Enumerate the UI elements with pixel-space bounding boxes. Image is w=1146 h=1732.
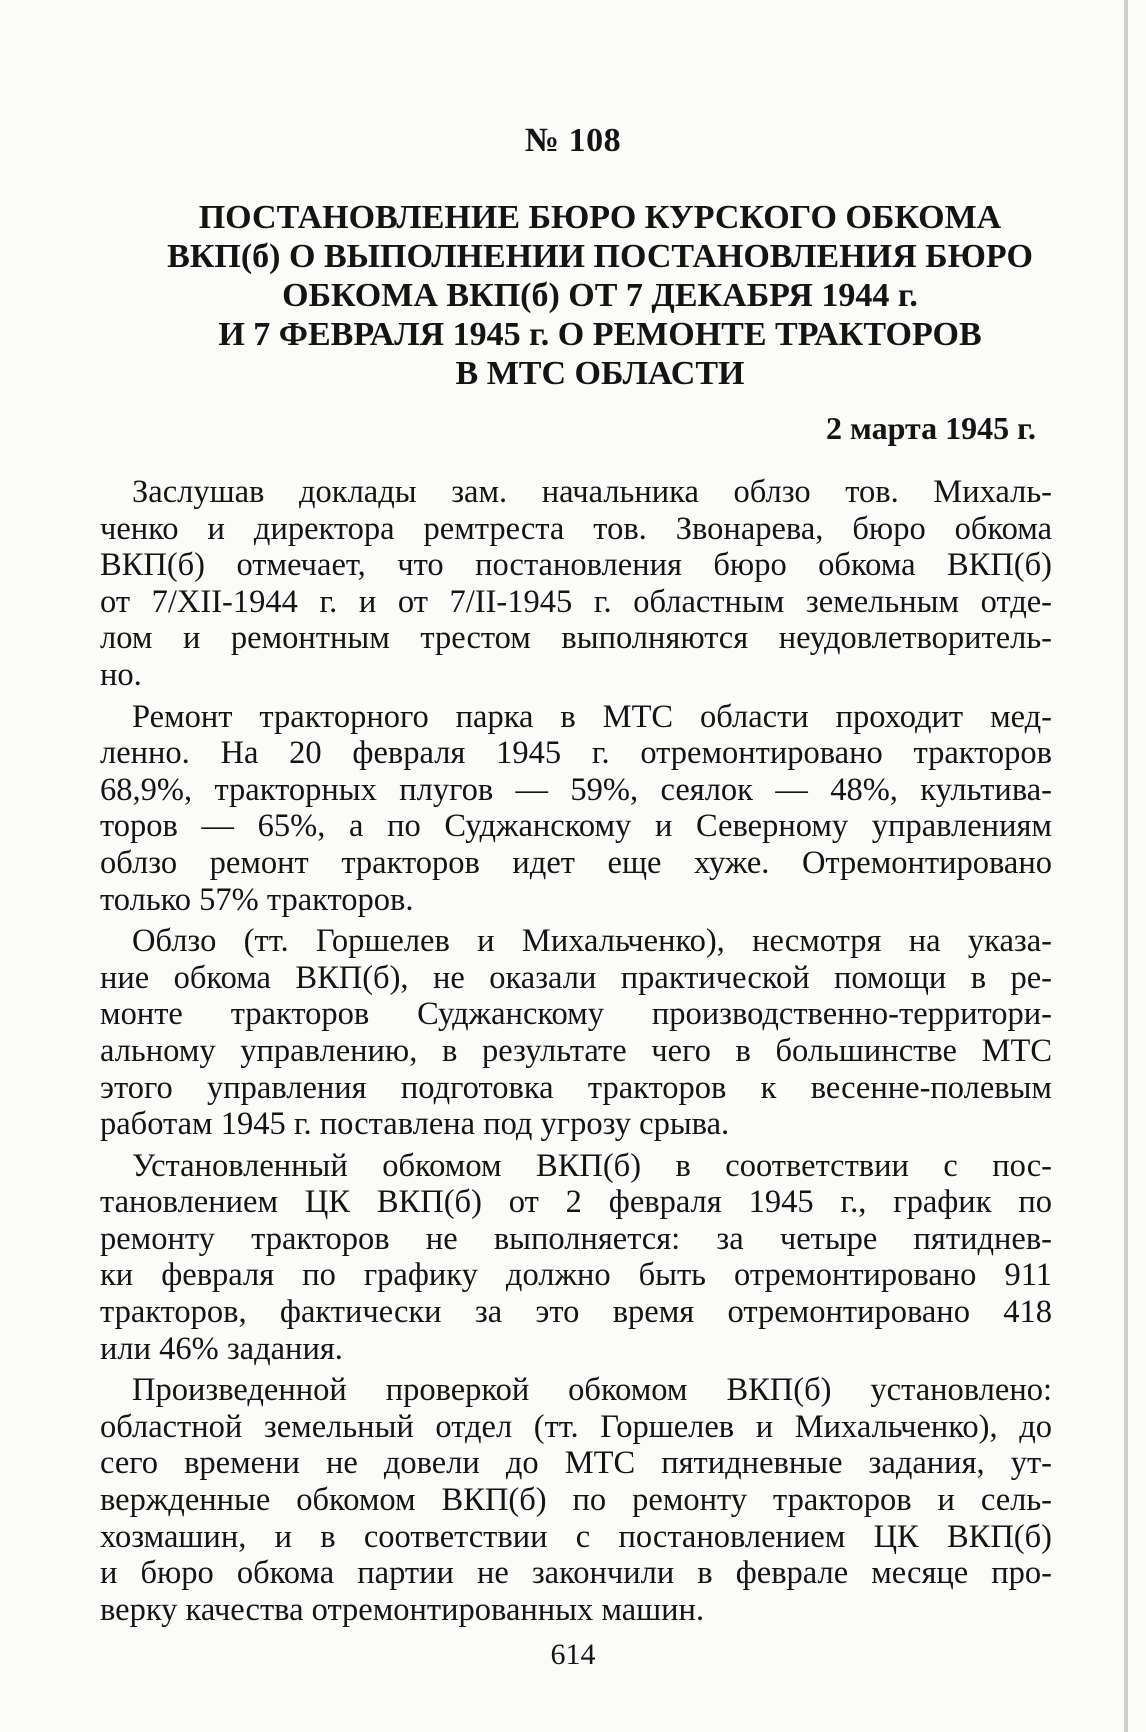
text-line: 68,9%, тракторных плугов — 59%, сеялок — 48%, культива- [100,771,1052,808]
text-line: Произведенной проверкой обкомом ВКП(б) установлено: [132,1372,1052,1409]
text-line: альному управлению, в результате чего в большинстве МТС [100,1032,1052,1069]
title-line: ПОСТАНОВЛЕНИЕ БЮРО КУРСКОГО ОБКОМА [198,199,1002,236]
text-line: Облзо (тт. Горшелев и Михальченко), несмотря на указа- [132,923,1052,960]
text-line: ние обкома ВКП(б), не оказали практической помощи в ре- [100,959,1052,996]
title-line: ВКП(б) О ВЫПОЛНЕНИИ ПОСТАНОВЛЕНИЯ БЮРО [167,238,1033,275]
text-line: от 7/XII-1944 г. и от 7/II-1945 г. областным земельным отде- [100,583,1052,620]
text-line: сего времени не довели до МТС пятидневные задания, ут- [100,1445,1052,1482]
title-line: В МТС ОБЛАСТИ [455,355,745,392]
document-body [100,474,1052,1633]
title-line: И 7 ФЕВРАЛЯ 1945 г. О РЕМОНТЕ ТРАКТОРОВ [218,316,982,353]
text-line: но. [100,656,142,693]
text-line: хозмашин, и в соответствии с постановлением ЦК ВКП(б) [100,1518,1052,1555]
text-line: областной земельный отдел (тт. Горшелев и Михальченко), до [100,1408,1052,1445]
text-line: ремонту тракторов не выполняется: за четыре пятиднев- [100,1220,1052,1257]
text-line: монте тракторов Суджанскому производственно-территори- [100,996,1052,1033]
paragraph [100,1372,1052,1628]
document-title [150,198,1050,393]
text-line: Ремонт тракторного парка в МТС области проходит мед- [132,698,1052,735]
paragraph [100,923,1052,1143]
text-line: или 46% задания. [100,1330,343,1367]
paragraph [100,474,1052,694]
text-line: тановлением ЦК ВКП(б) от 2 февраля 1945 г., график по [100,1184,1052,1221]
text-line: ленно. На 20 февраля 1945 г. отремонтировано тракторов [100,735,1052,772]
text-line: верку качества отремонтированных машин. [100,1591,705,1628]
text-line: только 57% тракторов. [100,881,414,918]
title-line: ОБКОМА ВКП(б) ОТ 7 ДЕКАБРЯ 1944 г. [282,277,918,314]
text-line: торов — 65%, а по Суджанскому и Северному управлениям [100,808,1052,845]
text-line: ки февраля по графику должно быть отремонтировано 911 [100,1257,1052,1294]
paragraph [100,699,1052,919]
document-date: 2 марта 1945 г. [826,410,1036,446]
text-line: облзо ремонт тракторов идет еще хуже. Отремонтировано [100,844,1052,881]
document-number: № 108 [524,122,622,159]
text-line: Установленный обкомом ВКП(б) в соответствии с пос- [132,1147,1052,1184]
text-line: ченко и директора ремтреста тов. Звонарева, бюро обкома [100,510,1052,547]
text-line: лом и ремонтным трестом выполняются неудовлетворитель- [100,620,1052,657]
text-line: вержденные обкомом ВКП(б) по ремонту тракторов и сель- [100,1482,1052,1519]
paragraph [100,1148,1052,1368]
text-line: этого управления подготовка тракторов к весенне-полевым [100,1069,1052,1106]
text-line: и бюро обкома партии не закончили в феврале месяце про- [100,1555,1052,1592]
text-line: тракторов, фактически за это время отремонтировано 418 [100,1294,1052,1331]
page-edge-shadow [1124,0,1128,1732]
page-number: 614 [550,1638,596,1671]
text-line: работам 1945 г. поставлена под угрозу срыва. [100,1106,730,1143]
text-line: ВКП(б) отмечает, что постановления бюро обкома ВКП(б) [100,547,1052,584]
text-line: Заслушав доклады зам. начальника облзо тов. Михаль- [132,474,1052,510]
